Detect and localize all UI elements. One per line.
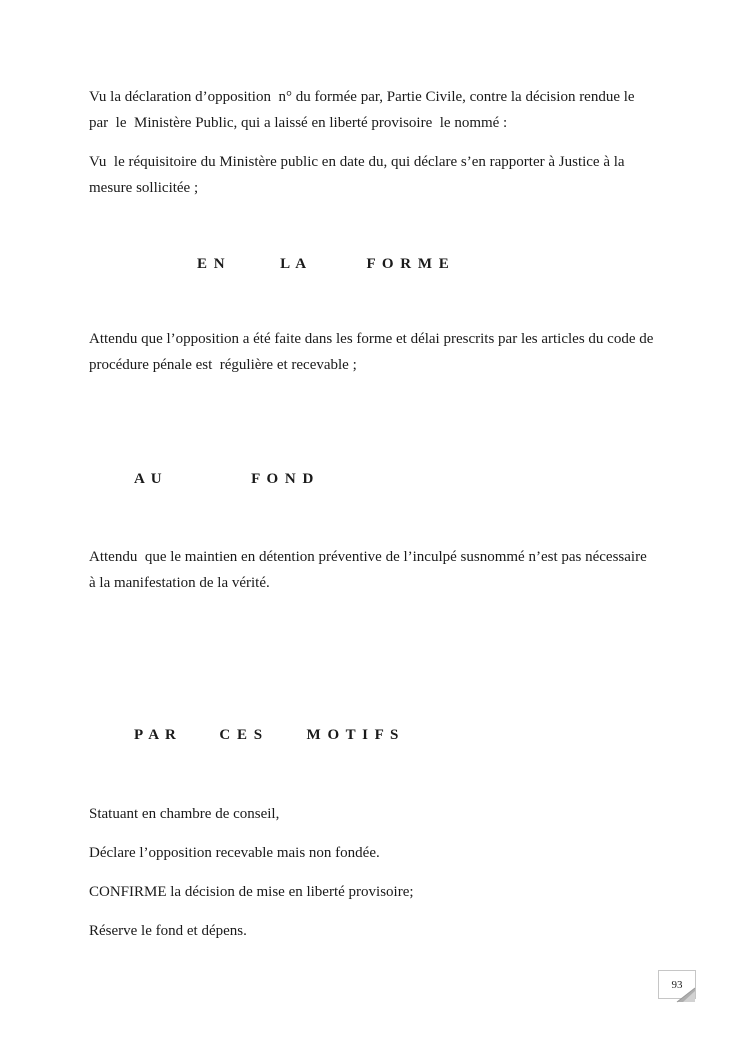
heading-word-motifs: M O T I F S bbox=[306, 727, 400, 743]
heading-en-la-forme bbox=[197, 251, 654, 277]
heading-word-en: E N bbox=[197, 256, 227, 272]
paragraph-requisitoire: Vu le réquisitoire du Ministère public en date du, qui déclare s’en rapporter à Justice à la mesure sollicitée ; bbox=[89, 154, 629, 196]
heading-word-au: A U bbox=[134, 471, 164, 487]
page-number: 93 bbox=[671, 978, 683, 991]
folded-corner-icon bbox=[675, 987, 697, 1004]
heading-word-ces: C E S bbox=[219, 727, 264, 743]
paragraph-reserve-fond-depens: Réserve le fond et dépens. bbox=[89, 923, 247, 939]
page-number-badge bbox=[658, 970, 696, 999]
heading-au-fond bbox=[134, 466, 654, 492]
heading-word-la: L A bbox=[280, 256, 308, 272]
paragraph-declare-opposition: Déclare l’opposition recevable mais non fondée. bbox=[89, 845, 380, 861]
paragraph-declaration-opposition: Vu la déclaration d’opposition n° du formée par, Partie Civile, contre la décision rendue le par le Ministère Public, qui a laissé en liberté provisoire le nommé : bbox=[89, 89, 639, 131]
paragraph-statuant: Statuant en chambre de conseil, bbox=[89, 806, 280, 822]
heading-word-fond: F O N D bbox=[251, 471, 315, 487]
paragraph-confirme-decision: CONFIRME la décision de mise en liberté provisoire; bbox=[89, 884, 414, 900]
heading-word-par: P A R bbox=[134, 727, 178, 743]
paragraph-attendu-forme: Attendu que l’opposition a été faite dans les forme et délai prescrits par les articles du code de procédure pénale est régulière et recevable ; bbox=[89, 331, 658, 373]
heading-word-forme: F O R M E bbox=[366, 256, 451, 272]
paragraph-attendu-fond: Attendu que le maintien en détention préventive de l’inculpé susnommé n’est pas nécessaire à la manifestation de la vérité. bbox=[89, 549, 651, 591]
heading-par-ces-motifs bbox=[134, 722, 654, 748]
